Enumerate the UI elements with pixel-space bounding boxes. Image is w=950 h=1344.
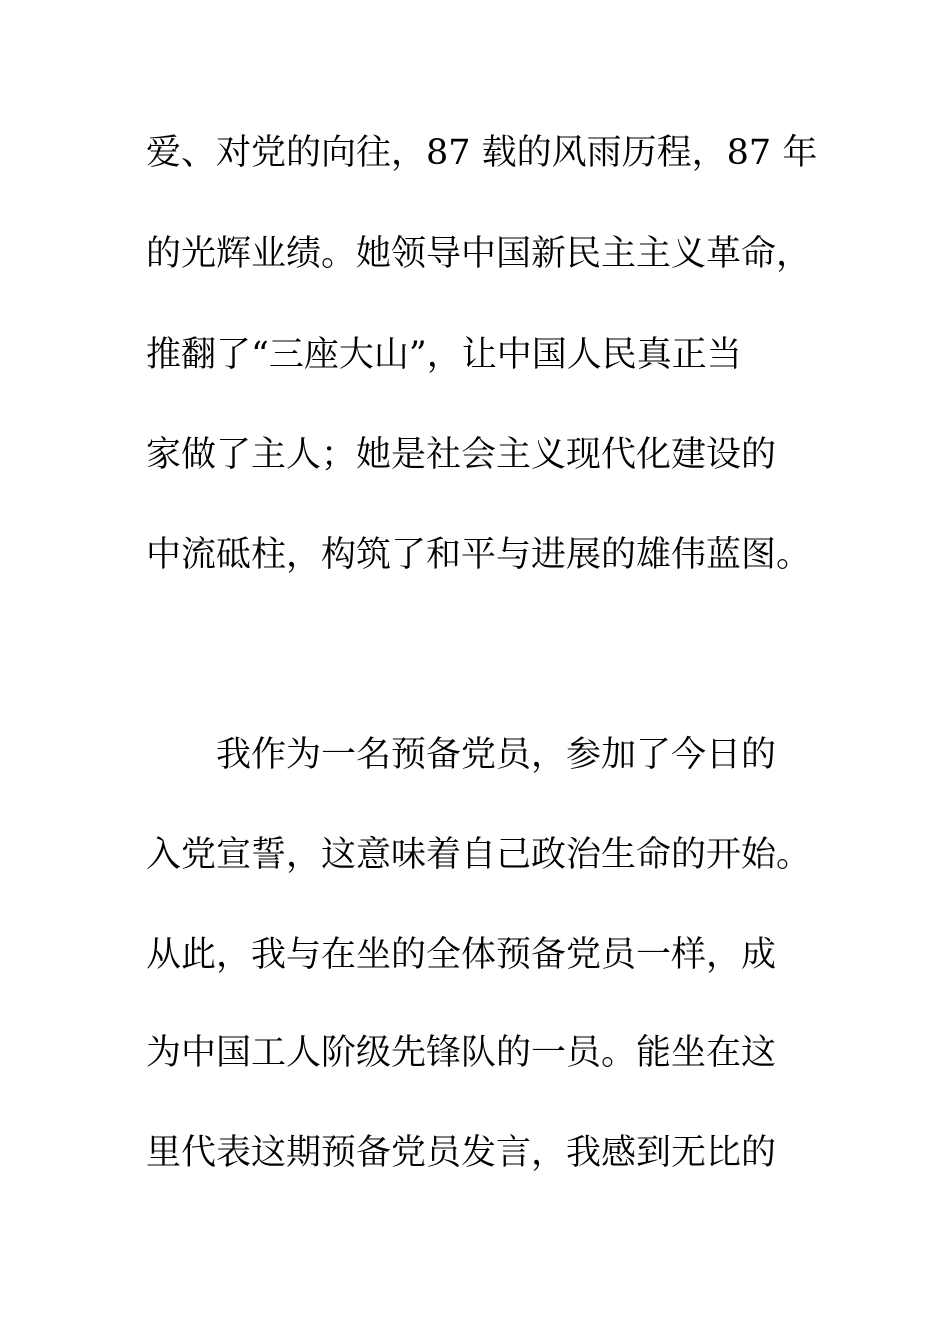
paragraph-2-line-3: 从此，我与在坐的全体预备党员一样，成 [146, 935, 777, 975]
paragraph-1-line-3: 推翻了“三座大山”，让中国人民真正当 [146, 335, 742, 375]
paragraph-2-line-4: 为中国工人阶级先锋队的一员。能坐在这 [146, 1033, 777, 1073]
paragraph-2-line-2: 入党宣誓，这意味着自己政治生命的开始。 [146, 835, 812, 875]
paragraph-1-line-5: 中流砥柱，构筑了和平与进展的雄伟蓝图。 [146, 535, 812, 575]
paragraph-2-line-5: 里代表这期预备党员发言，我感到无比的 [146, 1133, 777, 1173]
paragraph-1-line-1: 爱、对党的向往，87 载的风雨历程，87 年 [146, 133, 818, 173]
paragraph-1-line-2: 的光辉业绩。她领导中国新民主主义革命， [146, 234, 812, 274]
paragraph-2-line-1: 我作为一名预备党员，参加了今日的 [216, 735, 777, 775]
paragraph-1-line-4: 家做了主人；她是社会主义现代化建设的 [146, 435, 777, 475]
